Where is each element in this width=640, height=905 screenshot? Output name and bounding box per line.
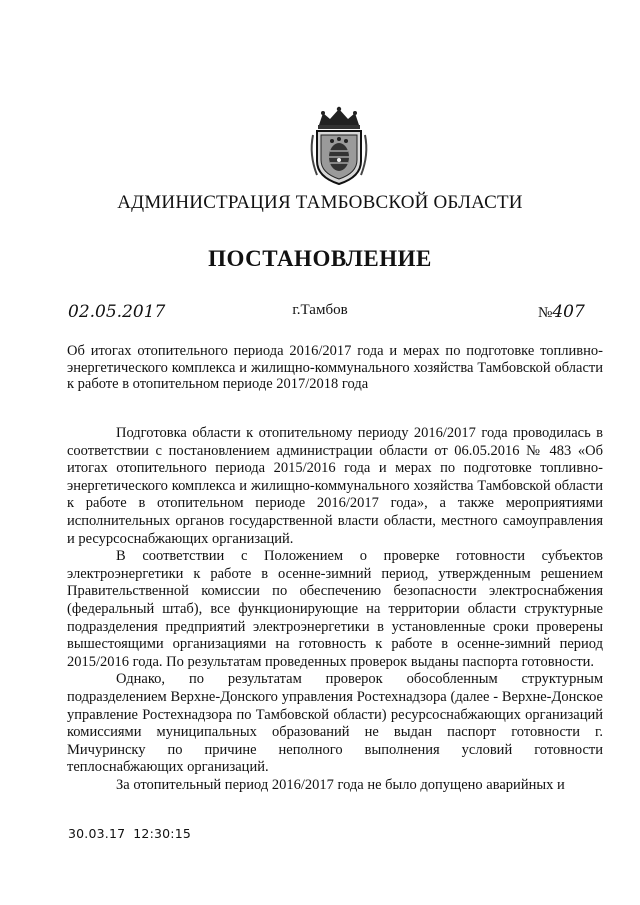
document-number-value: 407 [552, 302, 585, 322]
document-number [538, 302, 585, 322]
body-paragraph: За отопительный период 2016/2017 года не было допущено аварийных и [116, 776, 565, 793]
print-timestamp [68, 826, 199, 841]
tambov-region-coat-of-arms-icon [303, 105, 375, 187]
document-city: г.Тамбов [292, 302, 348, 318]
body-paragraph: В соответствии с Положением о проверке готовности субъектов электроэнергетики к работе в осенне-зимний период, утвержденным решением Правительственной комиссии по обеспечению безопасности электроснабжения (федеральный штаб), все функционирующие на территории области структурные подразделения предприятий электроэнергетики в установленные сроки проверены вышестоящими организациями на готовность к работе в осенне-зимний период 2015/2016 года. По результатам проведенных проверок выданы паспорта готовности. [67, 548, 603, 670]
document-date: 02.05.2017 [68, 302, 166, 322]
organization-name: АДМИНИСТРАЦИЯ ТАМБОВСКОЙ ОБЛАСТИ [117, 192, 523, 213]
document-type-title: ПОСТАНОВЛЕНИЕ [208, 246, 432, 271]
print-time: 12:30:15 [133, 826, 192, 841]
document-body [67, 425, 603, 794]
document-subject: Об итогах отопительного периода 2016/2017 года и мерах по подготовке топливно-энергетического комплекса и жилищно-коммунального хозяйства Тамбовской области к работе в отопительном периоде 2017/2018 года [67, 343, 603, 392]
document-number-prefix: № [538, 305, 553, 321]
print-date: 30.03.17 [68, 826, 126, 841]
body-paragraph: Подготовка области к отопительному периоду 2016/2017 года проводилась в соответствии с постановлением администрации области от 06.05.2016 № 483 «Об итогах отопительного периода 2015/2016 года и мерах по подготовке топливно-энергетического комплекса и жилищно-коммунального хозяйства Тамбовской области к работе в отопительном периоде 2016/2017 года», а также мероприятиями исполнительных органов государственной власти области, местного самоуправления и ресурсоснабжающих организаций. [67, 425, 603, 547]
body-paragraph: Однако, по результатам проверок обособленным структурным подразделением Верхне-Донского управления Ростехнадзора (далее - Верхне-Донское управление Ростехнадзора по Тамбовской области) ресурсоснабжающих организаций комиссиями муниципальных образований не выдан паспорт готовности г. Мичуринску по причине неполного выполнения условий готовности теплоснабжающих организаций. [67, 671, 603, 776]
